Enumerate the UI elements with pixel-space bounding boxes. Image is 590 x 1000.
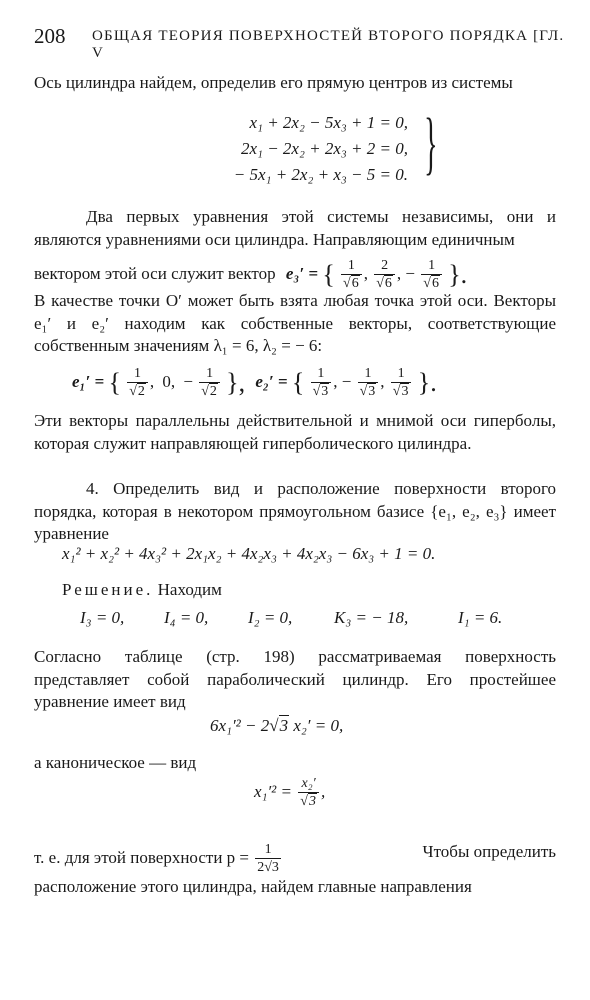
system-row-1: x₁ + 2x₂ − 5x₃ + 1 = 0,	[249, 113, 408, 132]
canonical-equation: x₁′² = $\frac{\text{x₂′}}{√3}$ ,	[254, 776, 326, 809]
paragraph-cylinder-location: расположение этого цилиндра, найдем главные направления	[34, 877, 472, 896]
eigenvector-equation: e₁′ = { $\frac{1}{√2}$ , 0, − $\frac{1}{√2}$ }, e₂′ = { $\frac{1}{√3}$ , − $\frac{1}{√3}$ , $\frac{1}{√3}$ }.	[72, 366, 437, 399]
system-row-3: − 5x₁ + 2x₂ + x₃ − 5 = 0.	[233, 165, 408, 184]
paragraph-axis-intro: Ось цилиндра найдем, определив его прямую центров из системы	[34, 73, 513, 92]
paragraph-point-origin: В качестве точки O′ может быть взята любая точка этой оси. Векторы e₁′ и e₂′ находим как собственные векторы, соответствующие собственным значениям λ₁ = 6, λ₂ = − 6:	[34, 291, 556, 355]
equation-system	[168, 105, 438, 191]
page-header	[34, 22, 570, 61]
direction-vector-line: вектором этой оси служит вектор e₃′ = { $\frac{1}{√6}$ , $\frac{2}{√6}$ , − $\frac{1}{√6}$ }.	[34, 258, 468, 291]
paragraph-table-reference: Согласно таблице (стр. 198) рассматриваемая поверхность представляет собой параболический цилиндр. Его простейшее уравнение имеет вид	[34, 647, 556, 711]
system-brace: }	[424, 105, 438, 182]
system-row-2: 2x₁ − 2x₂ + 2x₃ + 2 = 0,	[240, 139, 408, 158]
document-page: 208 ОБЩАЯ ТЕОРИЯ ПОВЕРХНОСТЕЙ ВТОРОГО ПОРЯДКА [ГЛ. V Ось цилиндра найдем, определив его прямую центров из системы x₁ + 2x₂ − 5x₃ + 1 = 0, 2x₁ − 2x₂ + 2x₃ + 2 = 0, − 5x₁ + 2x₂ + x₃ − 5 = 0. } Два первых уравнения этой системы независимы, они и являются уравнениями оси цилиндра. Направляющим единичным вектором этой оси служит вектор e₃′ = { $\frac{1}{√6}$ , $\frac{2}{√6}$ , − $\frac{1}{√6}$ }. В качестве точки O′ может быть взята любая точка этой оси. Векторы e₁′ и e₂′ находим как собственные векторы, соответствующие собственным значениям λ₁ = 6, λ₂ = − 6: e₁′ = { $\frac{1}{√2}$ , 0, − $\frac{1}{√2}$ }, e₂′ = { $\frac{1}{√3}$ , − $\frac{1}{√3}$ , $\frac{1}{√3}$ }. Эти векторы параллельны действительной и мнимой оси гиперболы, которая служит направляющей гиперболического цилиндра. 4. Определить вид и расположение поверхности второго порядка, которая в некотором прямоугольном базисе {e₁, e₂, e₃} имеет уравнение x₁² + x₂² + 4x₃² + 2x₁x₂ + 4x₂x₃ + 4x₂x₃ − 6x₃ + 1 = 0. Решение. Находим I₃ = 0, I₄ = 0, I₂ = 0, K₃ = − 18, I₁ = 6. Согласно таблице (стр. 198) рассматриваемая поверхность представляет собой параболический цилиндр. Его простейшее уравнение имеет вид 6x₁′² − 2√3 x₂′ = 0, а каноническое — вид x₁′² = $\frac{\text{x₂′}}{√3}$ , т. е. для этой поверхности p = $\frac{1}{2√3}$ Чтобы определить расположение этого цилиндра, найдем главные направления	[0, 0, 590, 1000]
solution-label: Решение.	[62, 580, 154, 599]
page-number: 208	[34, 24, 66, 48]
simplest-equation: 6x₁′² − 2√3 x₂′ = 0,	[210, 716, 344, 735]
paragraph-independent: Два первых уравнения этой системы независимы, они и являются уравнениями оси цилиндра. Направляющим единичным	[34, 207, 556, 249]
paragraph-canonical: а каноническое — вид	[34, 753, 197, 772]
paragraph-parallel-vectors: Эти векторы параллельны действительной и мнимой оси гиперболы, которая служит направляющей гиперболического цилиндра.	[34, 411, 556, 453]
running-title: ОБЩАЯ ТЕОРИЯ ПОВЕРХНОСТЕЙ ВТОРОГО ПОРЯДКА [ГЛ. V	[92, 28, 565, 61]
fraction-minus-1-sqrt6: $\frac{1}{√6}$	[421, 258, 442, 292]
fraction-1-sqrt6: $\frac{1}{√6}$	[341, 258, 362, 292]
paragraph-problem-4: 4. Определить вид и расположение поверхности второго порядка, которая в некотором прямоугольном базисе {e₁, e₂, e₃} имеет уравнение	[34, 479, 556, 543]
solution-line: Решение. Находим	[62, 580, 222, 599]
vector-e3-label: e₃′ =	[285, 263, 319, 283]
direction-vector-text: вектором этой оси служит вектор	[34, 263, 276, 283]
vector-e1-label: e₁′ =	[72, 371, 105, 391]
parameter-line: т. е. для этой поверхности p = $\frac{1}{2√3}$ Чтобы определить	[34, 842, 556, 875]
surface-equation: x₁² + x₂² + 4x₃² + 2x₁x₂ + 4x₂x₃ + 4x₂x₃ − 6x₃ + 1 = 0.	[62, 544, 436, 563]
vector-e2-label: e₂′ =	[255, 371, 288, 391]
fraction-2-sqrt6: $\frac{2}{√6}$	[374, 258, 395, 292]
